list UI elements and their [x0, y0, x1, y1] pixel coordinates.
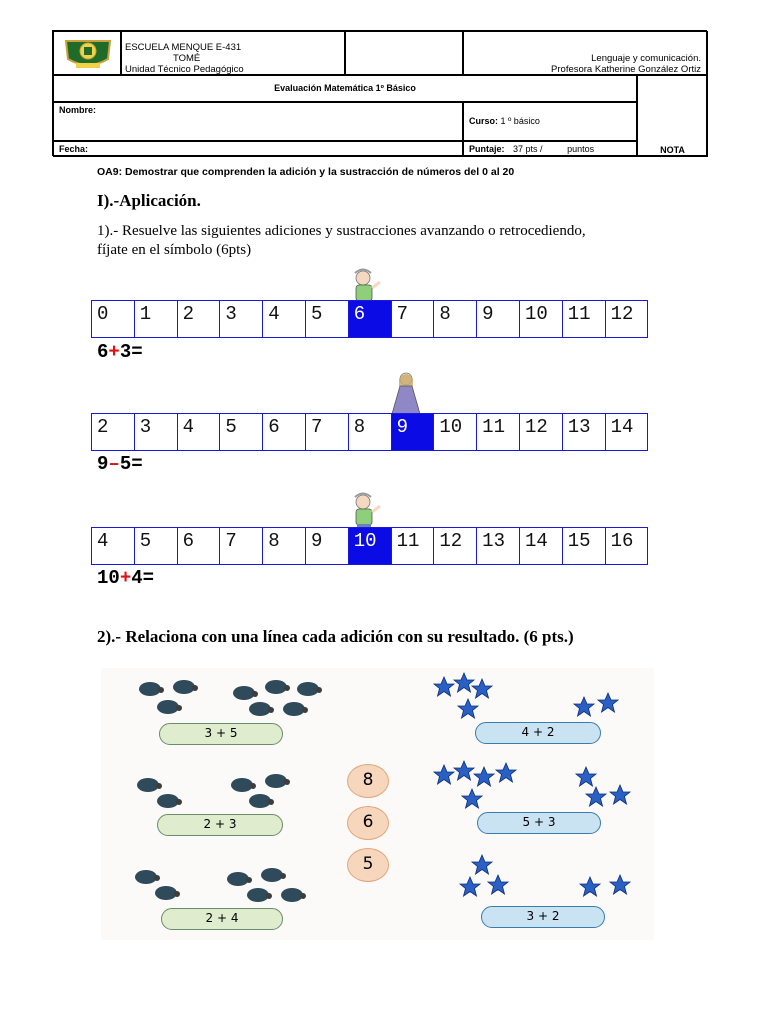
turtle-icon [245, 700, 275, 718]
turtle-icon [169, 678, 199, 696]
school-info [121, 31, 345, 75]
section-2-title: 2).- Relaciona con una línea cada adición con su resultado. (6 pts.) [97, 627, 574, 646]
star-icon [433, 764, 455, 786]
sum-card-left-3[interactable]: 2 + 4 [161, 908, 283, 930]
star-icon [433, 676, 455, 698]
number-cell-highlighted: 10 [349, 528, 392, 564]
number-cell: 11 [477, 414, 520, 450]
turtle-icon [261, 678, 291, 696]
number-cell: 7 [306, 414, 349, 450]
name-label: Nombre: [59, 105, 97, 115]
number-cell: 14 [606, 414, 649, 450]
number-line-2 [91, 413, 648, 451]
star-icon [597, 692, 619, 714]
number-cell: 5 [220, 414, 263, 450]
plus-sign: + [119, 567, 132, 589]
subject-info [463, 31, 708, 75]
turtle-icon [153, 792, 183, 810]
turtle-icon [257, 866, 287, 884]
number-line-3 [91, 527, 648, 565]
number-cell: 6 [263, 414, 306, 450]
star-icon [575, 766, 597, 788]
number-cell: 8 [434, 301, 477, 337]
number-cell: 9 [477, 301, 520, 337]
turtle-icon [135, 680, 165, 698]
number-cell: 13 [563, 414, 606, 450]
logo-cell [53, 31, 121, 75]
number-cell: 7 [392, 301, 435, 337]
number-cell: 11 [563, 301, 606, 337]
sum-card-right-1[interactable]: 4 + 2 [475, 722, 601, 744]
number-cell: 10 [434, 414, 477, 450]
school-unit: Unidad Técnico Pedagógico [125, 64, 244, 75]
star-icon [609, 784, 631, 806]
sum-card-right-2[interactable]: 5 + 3 [477, 812, 601, 834]
learning-objective: OA9: Demostrar que comprenden la adición y la sustracción de números del 0 al 20 [97, 166, 515, 178]
star-icon [457, 698, 479, 720]
star-icon [473, 766, 495, 788]
operand-right: 4= [131, 567, 155, 589]
turtle-icon [279, 700, 309, 718]
number-cell: 2 [92, 414, 135, 450]
result-circle-1[interactable]: 8 [347, 764, 389, 798]
score-label: Puntaje: [469, 144, 505, 154]
girl-figure-icon [386, 370, 426, 414]
operation-3 [97, 567, 154, 589]
result-circle-3[interactable]: 5 [347, 848, 389, 882]
operand-left: 9 [97, 453, 109, 475]
number-cell-highlighted: 9 [392, 414, 435, 450]
course-field [463, 102, 637, 141]
section-1-title: I).-Aplicación. [97, 191, 201, 210]
operand-left: 6 [97, 341, 109, 363]
teacher-name: Profesora Katherine González Ortiz [551, 64, 701, 75]
operation-2 [97, 453, 143, 475]
star-icon [461, 788, 483, 810]
name-field[interactable] [53, 102, 463, 141]
number-cell: 13 [477, 528, 520, 564]
number-cell: 10 [520, 301, 563, 337]
grade-box[interactable] [637, 75, 708, 157]
section-1-instruction: 1).- Resuelve las siguientes adiciones y sustracciones avanzando o retrocediendo, fíjate en el símbolo (6pts) [97, 223, 586, 258]
number-cell: 8 [263, 528, 306, 564]
number-cell: 8 [349, 414, 392, 450]
turtle-icon [293, 680, 323, 698]
score-value: 37 pts / [513, 144, 543, 154]
number-cell: 3 [220, 301, 263, 337]
star-icon [585, 786, 607, 808]
date-field[interactable] [53, 141, 463, 157]
course-value: 1 º básico [500, 116, 540, 126]
header-table [52, 30, 707, 156]
star-icon [495, 762, 517, 784]
star-icon [453, 760, 475, 782]
school-name: ESCUELA MENQUE E-431 [125, 42, 242, 53]
star-icon [459, 876, 481, 898]
number-cell: 11 [392, 528, 435, 564]
number-cell: 0 [92, 301, 135, 337]
number-cell: 5 [306, 301, 349, 337]
minus-sign: – [108, 453, 120, 475]
number-cell: 5 [135, 528, 178, 564]
star-icon [573, 696, 595, 718]
turtle-icon [151, 884, 181, 902]
course-label: Curso: [469, 116, 498, 126]
number-cell-highlighted: 6 [349, 301, 392, 337]
number-cell: 12 [434, 528, 477, 564]
number-line-1 [91, 300, 648, 338]
sum-card-right-3[interactable]: 3 + 2 [481, 906, 605, 928]
number-cell: 9 [306, 528, 349, 564]
grade-label: NOTA [660, 145, 685, 155]
number-cell: 12 [606, 301, 649, 337]
points-label: puntos [567, 144, 595, 154]
number-cell: 15 [563, 528, 606, 564]
score-field [463, 141, 637, 157]
number-cell: 1 [135, 301, 178, 337]
turtle-icon [277, 886, 307, 904]
number-cell: 4 [178, 414, 221, 450]
school-logo-icon [62, 37, 114, 71]
subject-name: Lenguaje y comunicación. [591, 53, 701, 64]
star-icon [579, 876, 601, 898]
plus-sign: + [108, 341, 120, 363]
number-cell: 12 [520, 414, 563, 450]
school-city: TOMÉ [173, 53, 201, 64]
star-icon [609, 874, 631, 896]
operand-left: 10 [97, 567, 120, 589]
turtle-icon [153, 698, 183, 716]
star-icon [471, 678, 493, 700]
turtle-icon [243, 886, 273, 904]
operation-1 [97, 341, 143, 363]
turtle-icon [261, 772, 291, 790]
star-icon [487, 874, 509, 896]
eval-title: Evaluación Matemática 1º Básico [53, 75, 637, 102]
result-circle-2[interactable]: 6 [347, 806, 389, 840]
number-cell: 4 [92, 528, 135, 564]
number-cell: 7 [220, 528, 263, 564]
operand-right: 3= [119, 341, 143, 363]
operand-right: 5= [119, 453, 143, 475]
sum-card-left-1[interactable]: 3 + 5 [159, 723, 283, 745]
sum-card-left-2[interactable]: 2 + 3 [157, 814, 283, 836]
number-cell: 2 [178, 301, 221, 337]
number-cell: 16 [606, 528, 649, 564]
number-cell: 14 [520, 528, 563, 564]
number-cell: 4 [263, 301, 306, 337]
turtle-icon [245, 792, 275, 810]
date-label: Fecha: [59, 144, 89, 154]
matching-exercise [101, 668, 654, 940]
number-cell: 3 [135, 414, 178, 450]
blank-cell [345, 31, 463, 75]
star-icon [471, 854, 493, 876]
number-cell: 6 [178, 528, 221, 564]
